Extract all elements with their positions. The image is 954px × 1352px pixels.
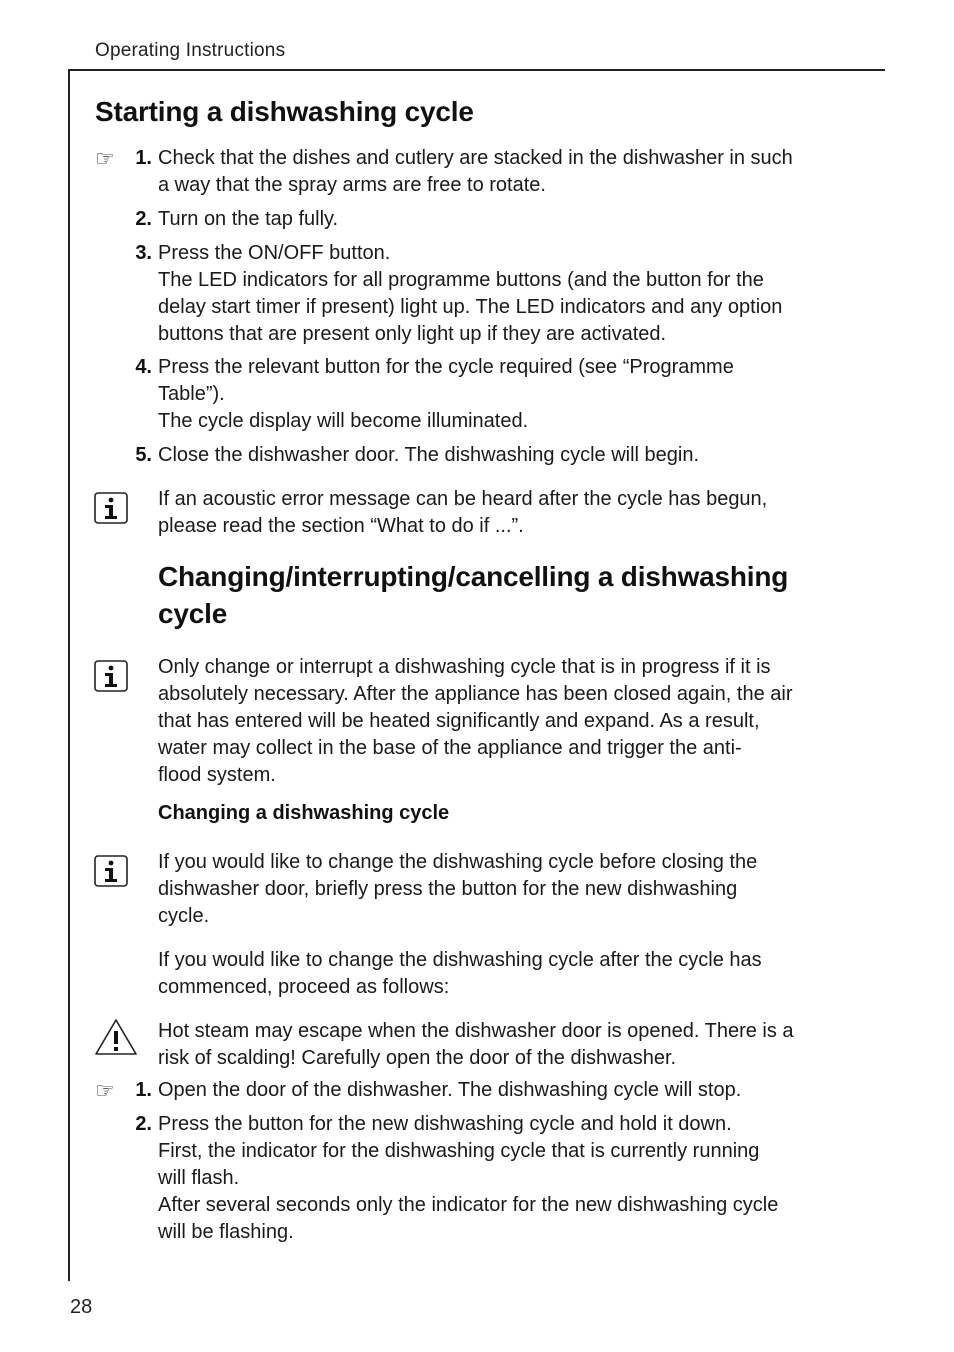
info-icon	[94, 855, 128, 887]
step-text	[158, 1077, 858, 1104]
text-line: Press the ON/OFF button.	[158, 242, 391, 264]
warning-note	[158, 1018, 858, 1072]
step-number: 1.	[135, 1079, 152, 1101]
title-line: cycle	[158, 598, 228, 629]
text-line: The LED indicators for all programme buttons (and the button for the	[158, 269, 764, 291]
section-title-changing	[158, 558, 788, 632]
step-number: 1.	[135, 147, 152, 169]
text-line: First, the indicator for the dishwashing cycle that is currently running	[158, 1140, 760, 1162]
step-number: 2.	[135, 1113, 152, 1135]
pointing-hand-icon: ☞	[95, 146, 115, 171]
text-line: will flash.	[158, 1167, 240, 1189]
step-number: 2.	[135, 208, 152, 230]
paragraph	[158, 947, 858, 1001]
info-note	[158, 849, 858, 930]
text-line: cycle.	[158, 905, 210, 927]
info-note	[158, 654, 858, 789]
text-line: If you would like to change the dishwashing cycle before closing the	[158, 851, 758, 873]
step-text	[158, 1111, 858, 1246]
running-head: Operating Instructions	[95, 40, 286, 61]
text-line: Press the relevant button for the cycle required (see “Programme	[158, 356, 734, 378]
text-line: buttons that are present only light up if they are activated.	[158, 323, 667, 345]
text-line: Press the button for the new dishwashing cycle and hold it down.	[158, 1113, 732, 1135]
text-line: absolutely necessary. After the appliance has been closed again, the air	[158, 683, 793, 705]
text-line: Close the dishwasher door. The dishwashing cycle will begin.	[158, 444, 700, 466]
text-line: Hot steam may escape when the dishwasher door is opened. There is a	[158, 1020, 794, 1042]
text-line: The cycle display will become illuminated.	[158, 410, 529, 432]
text-line: please read the section “What to do if ...”.	[158, 515, 524, 537]
text-line: dishwasher door, briefly press the button for the new dishwashing	[158, 878, 738, 900]
text-line: If you would like to change the dishwashing cycle after the cycle has	[158, 949, 762, 971]
text-line: Only change or interrupt a dishwashing cycle that is in progress if it is	[158, 656, 771, 678]
text-line: Check that the dishes and cutlery are stacked in the dishwasher in such	[158, 147, 793, 169]
info-icon	[94, 660, 128, 692]
section-title-starting: Starting a dishwashing cycle	[95, 96, 474, 127]
info-icon	[94, 492, 128, 524]
text-line: delay start timer if present) light up. The LED indicators and any option	[158, 296, 783, 318]
text-line: Table”).	[158, 383, 225, 405]
step-text	[158, 206, 858, 233]
margin-rule	[68, 69, 70, 1281]
text-line: Turn on the tap fully.	[158, 208, 339, 230]
text-line: flood system.	[158, 764, 276, 786]
info-note	[158, 486, 858, 540]
title-line: Changing/interrupting/cancelling a dishwashing	[158, 561, 789, 592]
text-line: will be flashing.	[158, 1221, 294, 1243]
text-line: Open the door of the dishwasher. The dishwashing cycle will stop.	[158, 1079, 742, 1101]
step-number: 4.	[135, 356, 152, 378]
text-line: risk of scalding! Carefully open the door of the dishwasher.	[158, 1047, 677, 1069]
text-line: that has entered will be heated significantly and expand. As a result,	[158, 710, 760, 732]
text-line: commenced, proceed as follows:	[158, 976, 450, 998]
step-text	[158, 354, 858, 435]
text-line: a way that the spray arms are free to rotate.	[158, 174, 546, 196]
header-rule	[68, 69, 885, 71]
step-text	[158, 240, 858, 348]
pointing-hand-icon: ☞	[95, 1078, 115, 1103]
subheading-changing: Changing a dishwashing cycle	[158, 802, 450, 824]
step-number: 3.	[135, 242, 152, 264]
text-line: water may collect in the base of the appliance and trigger the anti-	[158, 737, 742, 759]
step-text	[158, 442, 858, 469]
step-text	[158, 145, 858, 199]
page-number: 28	[70, 1296, 93, 1318]
warning-icon	[94, 1018, 138, 1056]
text-line: After several seconds only the indicator for the new dishwashing cycle	[158, 1194, 779, 1216]
text-line: If an acoustic error message can be heard after the cycle has begun,	[158, 488, 768, 510]
step-number: 5.	[135, 444, 152, 466]
